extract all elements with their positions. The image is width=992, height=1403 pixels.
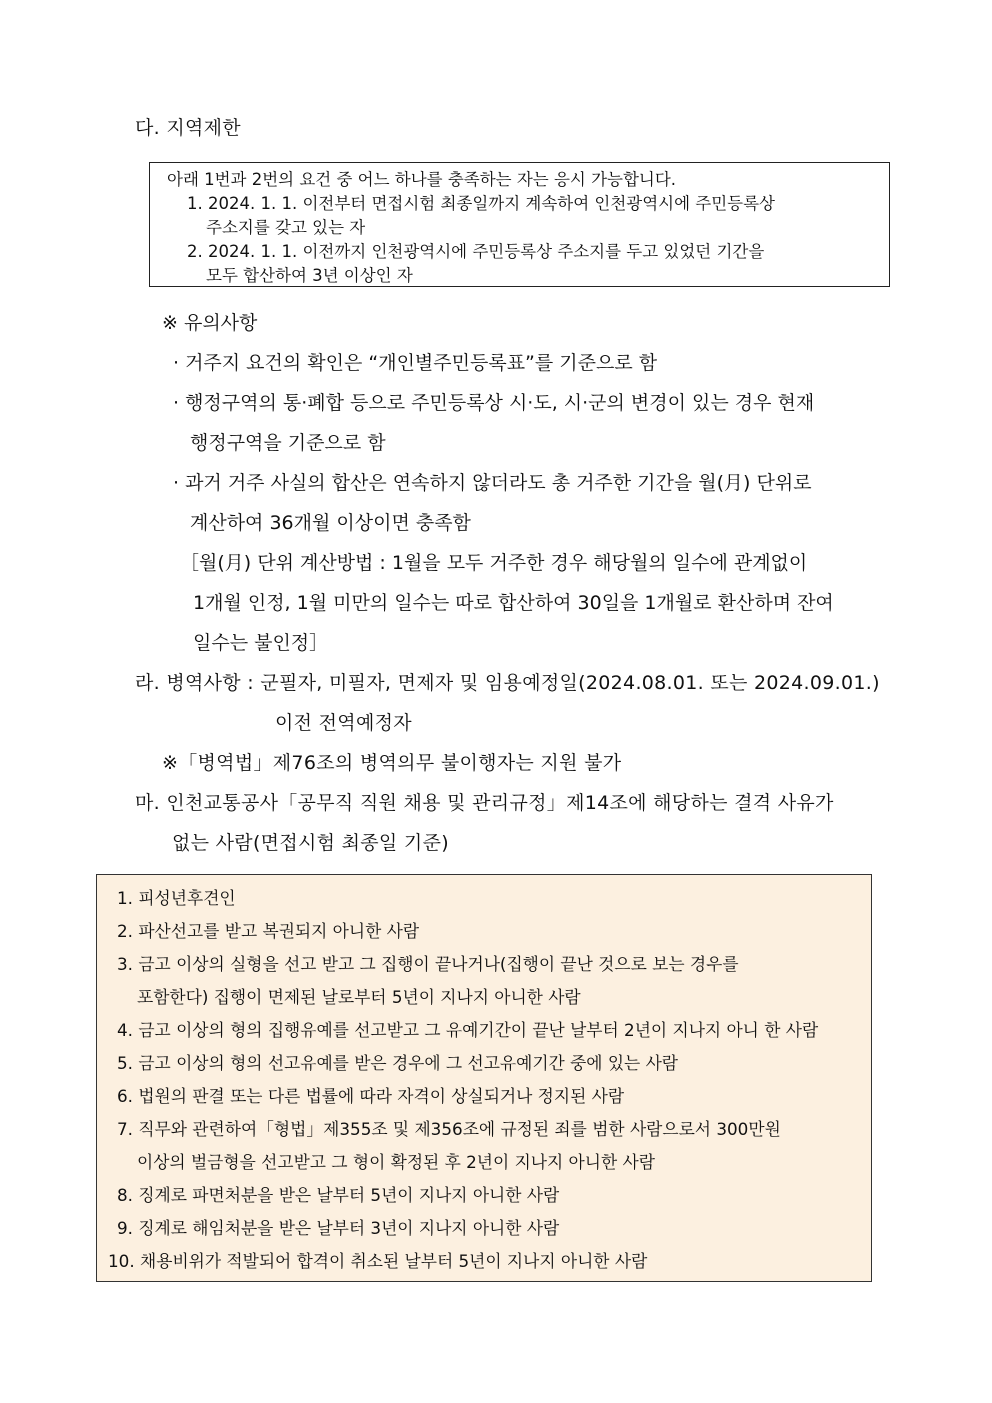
disq-item-7-cont: 이상의 벌금형을 선고받고 그 형이 확정된 후 2년이 지나지 아니한 사람	[137, 1152, 655, 1172]
note-bullet-1: · 거주지 요건의 확인은 “개인별주민등록표”를 기준으로 함	[173, 352, 658, 374]
disq-item-7: 7. 직무와 관련하여「형법」제355조 및 제356조에 규정된 죄를 범한 사람으로서 300만원	[117, 1119, 781, 1139]
disq-item-10: 10. 채용비위가 적발되어 합격이 취소된 날부터 5년이 지나지 아니한 사람	[108, 1251, 648, 1271]
disq-item-9: 9. 징계로 해임처분을 받은 날부터 3년이 지나지 아니한 사람	[117, 1218, 560, 1238]
disq-item-3: 3. 금고 이상의 실형을 선고 받고 그 집행이 끝나거나(집행이 끝난 것으로 보는 경우를	[117, 954, 739, 974]
section-disqualification-line-2: 없는 사람(면접시험 최종일 기준)	[172, 832, 449, 854]
section-military-line-1: 라. 병역사항 : 군필자, 미필자, 면제자 및 임용예정일(2024.08.01. 또는 2024.09.01.)	[135, 672, 880, 694]
disq-item-8: 8. 징계로 파면처분을 받은 날부터 5년이 지나지 아니한 사람	[117, 1185, 560, 1205]
section-heading-region: 다. 지역제한	[135, 117, 241, 139]
region-item-1: 1. 2024. 1. 1. 이전부터 면접시험 최종일까지 계속하여 인천광역시에 주민등록상	[187, 194, 775, 213]
note-bullet-3-cont: 계산하여 36개월 이상이면 충족함	[190, 512, 471, 534]
region-requirement-box	[149, 162, 890, 287]
disq-item-6: 6. 법원의 판결 또는 다른 법률에 따라 자격이 상실되거나 정지된 사람	[117, 1086, 625, 1106]
military-note: ※「병역법」제76조의 병역의무 불이행자는 지원 불가	[162, 752, 622, 774]
disqualification-list-box	[96, 874, 872, 1282]
note-bullet-2: · 행정구역의 통·폐합 등으로 주민등록상 시·도, 시·군의 변경이 있는 경우 현재	[173, 392, 815, 414]
disq-item-1: 1. 피성년후견인	[117, 888, 236, 908]
note-bullet-2-cont: 행정구역을 기준으로 함	[190, 432, 386, 454]
disq-item-5: 5. 금고 이상의 형의 선고유예를 받은 경우에 그 선고유예기간 중에 있는 사람	[117, 1053, 679, 1073]
region-item-1-cont: 주소지를 갖고 있는 자	[206, 218, 366, 237]
disq-item-2: 2. 파산선고를 받고 복권되지 아니한 사람	[117, 921, 420, 941]
notes-title: ※ 유의사항	[162, 312, 258, 334]
region-item-2: 2. 2024. 1. 1. 이전까지 인천광역시에 주민등록상 주소지를 두고 있었던 기간을	[187, 242, 765, 261]
calc-method-line-3: 일수는 불인정］	[193, 632, 329, 654]
region-item-2-cont: 모두 합산하여 3년 이상인 자	[206, 266, 413, 285]
calc-method-line-1: ［월(月) 단위 계산방법 : 1월을 모두 거주한 경우 해당월의 일수에 관계없이	[180, 552, 808, 574]
section-military-line-2: 이전 전역예정자	[275, 712, 412, 734]
calc-method-line-2: 1개월 인정, 1월 미만의 일수는 따로 합산하여 30일을 1개월로 환산하며 잔여	[193, 592, 834, 614]
disq-item-3-cont: 포함한다) 집행이 면제된 날로부터 5년이 지나지 아니한 사람	[137, 987, 581, 1007]
note-bullet-3: · 과거 거주 사실의 합산은 연속하지 않더라도 총 거주한 기간을 월(月) 단위로	[173, 472, 812, 494]
section-disqualification-line-1: 마. 인천교통공사「공무직 직원 채용 및 관리규정」제14조에 해당하는 결격 사유가	[135, 792, 834, 814]
disq-item-4: 4. 금고 이상의 형의 집행유예를 선고받고 그 유예기간이 끝난 날부터 2년이 지나지 아니 한 사람	[117, 1020, 819, 1040]
region-intro: 아래 1번과 2번의 요건 중 어느 하나를 충족하는 자는 응시 가능합니다.	[167, 170, 677, 189]
